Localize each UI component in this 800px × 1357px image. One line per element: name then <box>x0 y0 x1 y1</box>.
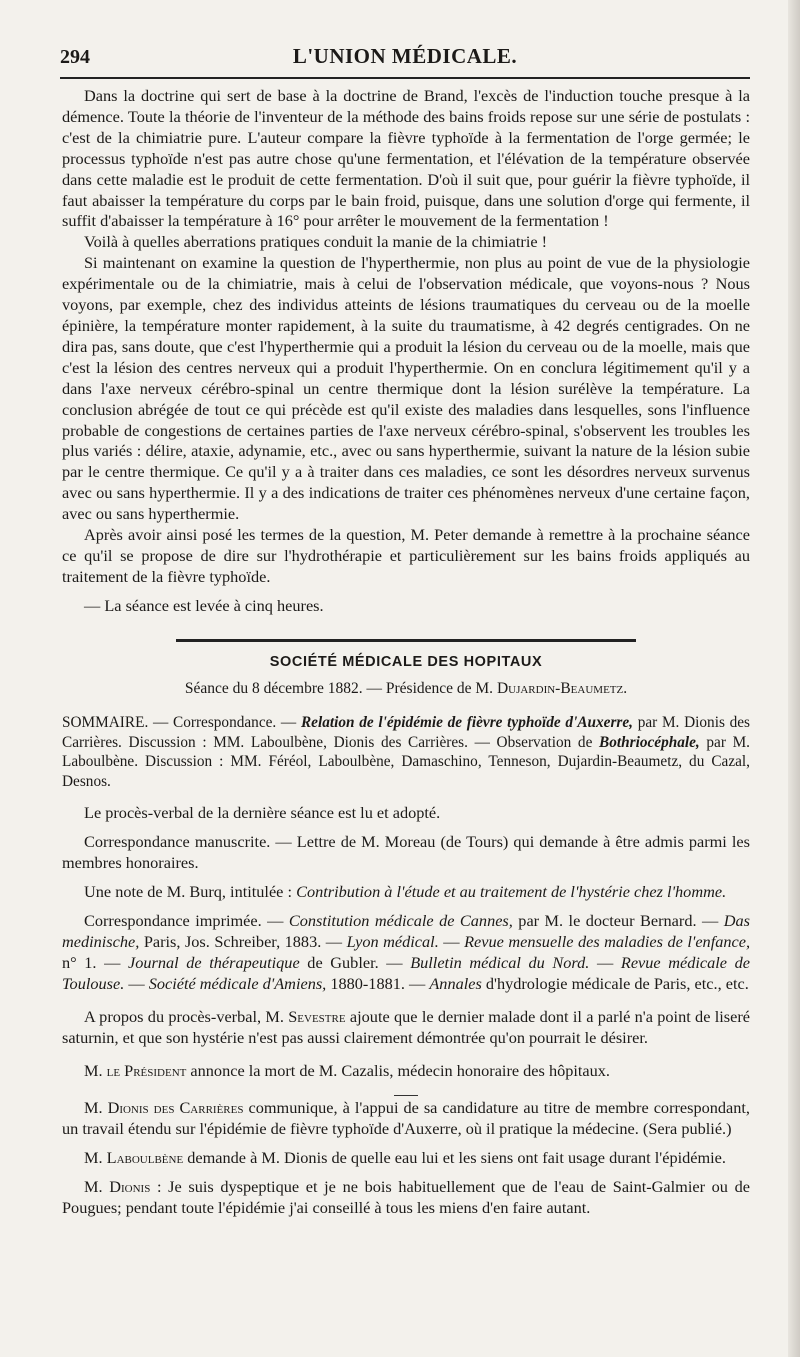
text: annonce la mort de M. Cazalis, médecin honoraire des hôpitaux. <box>186 1060 610 1080</box>
text: Paris, Jos. Schreiber, 1883. — <box>139 932 347 951</box>
text: de Gubler. — <box>299 952 411 972</box>
page-number: 294 <box>60 46 90 68</box>
publication-title: Lyon médical. <box>346 932 439 951</box>
text: n° 1. — <box>62 952 128 972</box>
seance-suffix: . <box>623 679 628 697</box>
text: M. <box>84 1177 110 1197</box>
paragraph-aberrations: Voilà à quelles aberrations pratiques conduit la manie de la chimiatrie ! <box>84 232 548 252</box>
running-title: L'UNION MÉDICALE. <box>292 44 518 68</box>
publication-title: Das medinische, <box>62 911 750 951</box>
article-body <box>62 86 750 1219</box>
summary-label: SOMMAIRE. <box>62 714 149 732</box>
paragraph-brand-doctrine: Dans la doctrine qui sert de base à la doctrine de Brand, l'excès de l'induction touche presque à la démence. Toute la théorie de l'inventeur de la méthode des bains froids repose sur une série de postulats : c'est de la chimiatrie pure. L'auteur compare la fièvre typhoïde à la fermentation de l'orge germée; le processus typhoïde n'est pas autre chose qu'une fermentation, et l'élévation de la température observée dans cette maladie est le produit de cette fermentation. D'où il suit que, pour guérir la fièvre typhoïde, il faut abaisser la température du corps par le bain froid, puisque, dans une solution d'orge qui fermente, il suffit d'abaisser la température à 16° pour arrêter le mouvement de la fermentation ! <box>62 86 750 231</box>
text: Correspondance imprimée. — <box>84 911 289 931</box>
text: communique, à l'appui de sa candidature au titre de membre correspondant, un travail étendu sur l'épidémie de fièvre typhoïde d'Auxerre, où il pratique la médecine. (Sera publié.) <box>62 1098 751 1139</box>
section-divider <box>176 639 636 642</box>
seance-president: Dujardin-Beaumetz <box>496 679 624 697</box>
text: A propos du procès-verbal, M. <box>84 1006 289 1026</box>
paragraph-peter-request: Après avoir ainsi posé les termes de la question, M. Peter demande à remettre à la prochaine séance ce qu'il se propose de dire sur l'hydrothérapie et particulièrement sur les bains froids appliqués au traitement de la fièvre typhoïde. <box>62 525 750 586</box>
laboulbene-question <box>62 1148 750 1169</box>
text: ajoute que le dernier malade dont il a parlé n'a point de liseré saturnin, et que son hystérie n'est pas aussi clairement démontrée qu'on pourrait le désirer. <box>62 1006 750 1047</box>
summary-italic-bothriocephale: Bothriocéphale, <box>599 733 700 751</box>
text: : Je suis dyspeptique et je ne bois habituellement que de l'eau de Saint-Galmier ou de Pougues; pendant toute l'épidémie j'ai conseillé à tous les miens d'en faire autant. <box>62 1177 750 1218</box>
summary-text: par M. Dionis des Carrières. Discussion : MM. Laboulbène, Dionis des Carrières. — Observation de <box>62 714 751 751</box>
text: par M. le docteur Bernard. — <box>512 911 724 931</box>
speaker-name: Dionis des Carrières <box>107 1098 244 1118</box>
publication-title: Constitution médicale de Cannes, <box>288 911 513 931</box>
publication-title: Journal de thérapeutique <box>128 952 300 972</box>
text: M. <box>84 1098 108 1118</box>
publication-title: Annales <box>429 973 482 993</box>
page-header <box>60 40 750 76</box>
correspondence-manuscript: Correspondance manuscrite. — Lettre de M. Moreau (de Tours) qui demande à être admis parmi les membres honoraires. <box>62 832 750 873</box>
text: d'hydrologie médicale de Paris, etc., etc. <box>481 973 749 993</box>
short-divider <box>394 1095 418 1096</box>
text: 1880-1881. — <box>326 973 430 993</box>
speaker-name: le Président <box>106 1060 187 1080</box>
text: demande à M. Dionis de quelle eau lui et les siens ont fait usage durant l'épidémie. <box>183 1148 726 1168</box>
text: M. <box>84 1060 107 1080</box>
dionis-answer <box>62 1177 750 1219</box>
seance-line <box>62 679 750 700</box>
page-edge <box>788 0 800 1357</box>
publication-title: Bulletin médical du Nord. <box>410 952 590 972</box>
summary-text: par M. Laboulbène. Discussion : MM. Féréol, Laboulbène, Damaschino, Tenneson, Dujardin-Beaumetz, du Cazal, Desnos. <box>62 733 751 790</box>
speaker-name: Dionis <box>109 1177 151 1197</box>
burq-note <box>62 882 750 903</box>
text: — <box>124 973 149 993</box>
seance-prefix: Séance du 8 décembre 1882. — Présidence de M. <box>184 679 497 697</box>
text: — <box>589 952 621 972</box>
president-announcement <box>62 1061 750 1082</box>
summary-text: — Correspondance. — <box>148 714 301 732</box>
speaker-name: Laboulbène <box>106 1148 184 1168</box>
summary-paragraph <box>62 713 750 791</box>
publication-title: Société médicale d'Amiens, <box>148 973 327 993</box>
correspondence-printed <box>62 911 750 995</box>
society-title: SOCIÉTÉ MÉDICALE DES HOPITAUX <box>269 653 543 670</box>
paragraph-hyperthermia: Si maintenant on examine la question de l'hyperthermie, non plus au point de vue de la physiologie expérimentale ou de la chimiatrie, mais à celui de l'observation médicale, que voyons-nous ? Nous voyons, par exemple, chez des individus atteints de lésions traumatiques du cerveau ou de la moelle épinière, la température monter rapidement, à la suite du traumatisme, à 42 degrés centigrades. On ne dira pas, sans doute, que c'est l'hyperthermie qui a produit la lésion du cerveau ou de la moelle, mais que c'est la lésion des centres nerveux qui a produit l'hyperthermie. On en conclura légitimement qu'il y a dans l'axe nerveux cérébro-spinal un centre thermique dont la lésion surélève la température. La conclusion abrégée de tout ce qui précède est qu'il existe des maladies dans lesquelles, sons l'influence probable de congestions de certaines parties de l'axe nerveux cérébro-spinal, s'observent les troubles les plus variés : délire, ataxie, adynamie, etc., avec ou sans hyperthermie, suivant la nature de la lésion subie par le centre thermique. Ce qu'il y a à traiter dans ces maladies, ce sont les désordres nerveux survenus avec ou sans hyperthermie. Il y a des indications de traiter ces phénomènes nerveux d'une certaine façon, avec ou sans hyperthermie. <box>62 253 750 524</box>
dionis-communication <box>62 1098 750 1140</box>
publication-title: Revue mensuelle des maladies de l'enfance, <box>464 932 751 951</box>
speaker-name: Sevestre <box>288 1006 346 1026</box>
burq-note-text: Une note de M. Burq, intitulée : <box>84 882 297 902</box>
text: M. <box>84 1148 107 1168</box>
text: — <box>438 932 465 951</box>
paragraph-session-closed: — La séance est levée à cinq heures. <box>84 595 324 615</box>
header-rule <box>60 77 750 79</box>
burq-note-title: Contribution à l'étude et au traitement de l'hystérie chez l'homme. <box>296 882 727 902</box>
minutes-adopted: Le procès-verbal de la dernière séance est lu et adopté. <box>84 803 441 823</box>
sevestre-remark <box>62 1007 750 1049</box>
summary-italic-typhoid: Relation de l'épidémie de fièvre typhoïde d'Auxerre, <box>300 714 633 732</box>
publication-title: Revue médicale de Toulouse. <box>62 952 751 993</box>
